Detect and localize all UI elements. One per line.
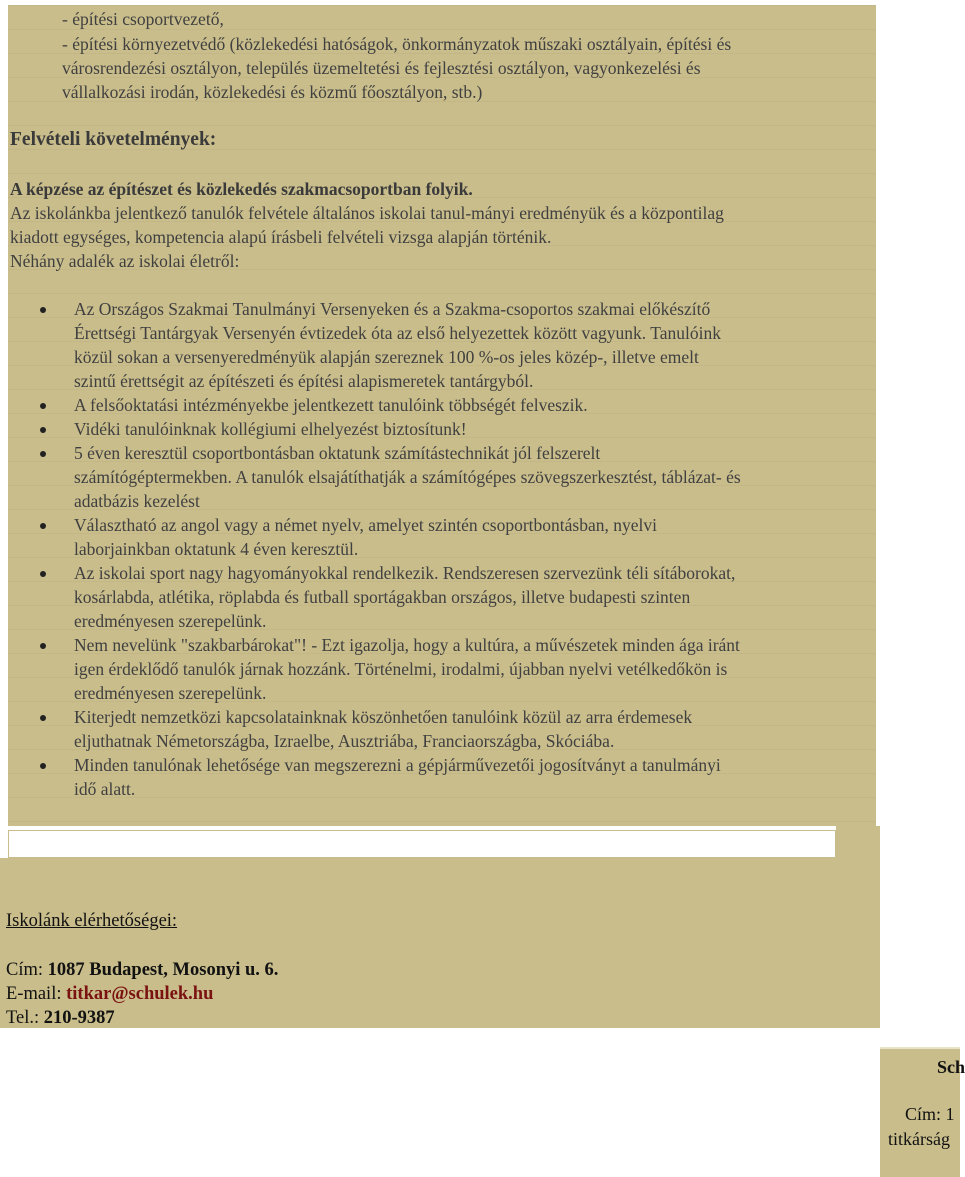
list-item: Kiterjedt nemzetközi kapcsolatainknak köszönhetően tanulóink közül az arra érdemesek bbox=[74, 707, 693, 727]
contacts-title: Iskolánk elérhetőségei: bbox=[6, 911, 178, 931]
bullet-dot bbox=[40, 427, 46, 433]
bullet-dot bbox=[40, 403, 46, 409]
office-fragment: titkárság bbox=[888, 1129, 950, 1149]
list-item: számítógéptermekben. A tanulók elsajátíthatják a számítógépes szövegszerkesztést, táblázat- és bbox=[74, 467, 741, 487]
list-item: Választható az angol vagy a német nyelv, amelyet szintén csoportbontásban, nyelvi bbox=[74, 515, 657, 535]
list-item: adatbázis kezelést bbox=[74, 491, 200, 511]
intro-line: - építési környezetvédő (közlekedési hatóságok, önkormányzatok műszaki osztályain, építési és bbox=[62, 34, 732, 54]
bullet-dot bbox=[40, 571, 46, 577]
address-fragment: Cím: 1 bbox=[905, 1104, 955, 1124]
admission-line: Néhány adalék az iskolai életről: bbox=[10, 251, 240, 271]
admission-line: Az iskolánkba jelentkező tanulók felvétele általános iskolai tanul-mányi eredményük és a központilag bbox=[10, 203, 724, 223]
divider-strip bbox=[8, 830, 836, 858]
list-item: Az Országos Szakmai Tanulmányi Versenyeken és a Szakma-csoportos szakmai előkészítő bbox=[74, 299, 711, 319]
email-label: E-mail: bbox=[6, 984, 67, 1004]
address-row bbox=[6, 959, 278, 981]
list-item: igen érdeklődő tanulók járnak hozzánk. Történelmi, irodalmi, újabban nyelvi vetélkedőkön is bbox=[74, 659, 728, 679]
intro-line: városrendezési osztályon, település üzemeltetési és fejlesztési osztályon, vagyonkezelési és bbox=[62, 58, 701, 78]
list-item: laborjainkban oktatunk 4 éven keresztül. bbox=[74, 539, 359, 559]
list-item: eredményesen szerepelünk. bbox=[74, 683, 267, 703]
email-row bbox=[6, 983, 213, 1005]
list-item: közül sokan a versenyeredményük alapján szereznek 100 %-os jeles közép-, illetve emelt bbox=[74, 347, 699, 367]
list-item: Nem nevelünk "szakbarbárokat"! - Ezt igazolja, hogy a kultúra, a művészetek minden ága iránt bbox=[74, 635, 740, 655]
phone-value: 210-9387 bbox=[43, 1008, 115, 1028]
divider-corner bbox=[836, 826, 880, 860]
bullet-dot bbox=[40, 643, 46, 649]
intro-line: vállalkozási irodán, közlekedési és közmű főosztályon, stb.) bbox=[62, 82, 483, 102]
phone-label: Tel.: bbox=[6, 1008, 44, 1028]
list-item: idő alatt. bbox=[74, 779, 136, 799]
bullet-dot bbox=[40, 523, 46, 529]
bullet-dot bbox=[40, 451, 46, 457]
phone-row bbox=[6, 1007, 115, 1029]
admission-line: kiadott egységes, kompetencia alapú írásbeli felvételi vizsga alapján történik. bbox=[10, 227, 552, 247]
list-item: eredményesen szerepelünk. bbox=[74, 611, 267, 631]
school-name-fragment: Sch bbox=[937, 1057, 965, 1077]
list-item: Minden tanulónak lehetősége van megszerezni a gépjárművezetői jogosítványt a tanulmányi bbox=[74, 755, 721, 775]
bullet-dot bbox=[40, 763, 46, 769]
list-item: Vidéki tanulóinknak kollégiumi elhelyezést biztosítunk! bbox=[74, 419, 467, 439]
list-item: Az iskolai sport nagy hagyományokkal rendelkezik. Rendszeresen szervezünk téli sítáborokat, bbox=[74, 563, 736, 583]
list-item: A felsőoktatási intézményekbe jelentkezett tanulóink többségét felveszik. bbox=[74, 395, 588, 415]
contacts-section bbox=[0, 858, 880, 1028]
list-item: szintű érettségit az építészeti és építési alapismeretek tantárgyból. bbox=[74, 371, 534, 391]
school-info-text bbox=[880, 1045, 965, 1175]
intro-line: - építési csoportvezető, bbox=[62, 9, 224, 29]
bullet-dot bbox=[40, 307, 46, 313]
requirements-heading: Felvételi követelmények: bbox=[10, 129, 217, 150]
email-link[interactable]: titkar@schulek.hu bbox=[66, 984, 214, 1004]
training-heading: A képzése az építészet és közlekedés szakmacsoportban folyik. bbox=[10, 179, 473, 199]
bullet-dot bbox=[40, 715, 46, 721]
list-item: kosárlabda, atlétika, röplabda és futball sportágakban országos, illetve budapesti szinten bbox=[74, 587, 691, 607]
address-label: Cím: bbox=[6, 960, 48, 980]
list-item: Érettségi Tantárgyak Versenyén évtizedek óta az első helyezettek között vagyunk. Tanulóink bbox=[74, 323, 721, 343]
address-value: 1087 Budapest, Mosonyi u. 6. bbox=[47, 960, 279, 980]
list-item: 5 éven keresztül csoportbontásban oktatunk számítástechnikát jól felszerelt bbox=[74, 443, 601, 463]
list-item: eljuthatnak Németországba, Izraelbe, Ausztriába, Franciaországba, Skóciába. bbox=[74, 731, 615, 751]
